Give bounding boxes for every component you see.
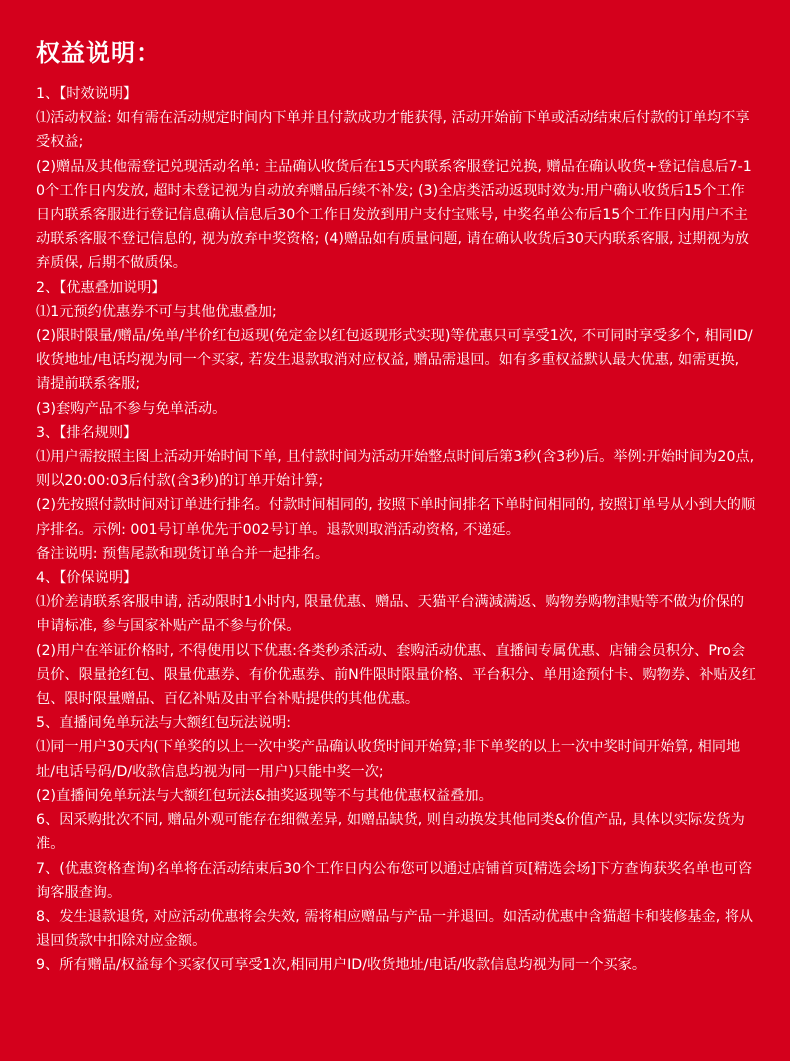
rules-content [36, 82, 756, 978]
page-title: 权益说明： [36, 39, 161, 67]
rule-line: 7、(优惠资格查询)名单将在活动结束后30个工作日内公布您可以通过店铺首页[精选会场]下方查询获奖名单也可咨询客服查询。 [36, 860, 753, 901]
rule-line: 8、发生退款退货, 对应活动优惠将会失效, 需将相应赠品与产品一并退回。如活动优惠中含猫超卡和装修基金, 将从退回货款中扣除对应金额。 [36, 908, 754, 950]
rule-line: (2)限时限量/赠品/免单/半价红包返现(免定金以红包返现形式实现)等优惠只可享受1次, 不可同时享受多个, 相同ID/收货地址/电话均视为同一个买家, 若发生退款取消对应权益, 赠品需退回。如有多重权益默认最大优惠, 如需更换, 请提前联系客服; [36, 328, 753, 393]
rule-line: 5、直播间免单玩法与大额红包玩法说明: [36, 715, 291, 732]
rule-line: 6、因采购批次不同, 赠品外观可能存在细微差异, 如赠品缺货, 则自动换发其他同类&价值产品, 具体以实际发货为准。 [36, 812, 745, 853]
rule-line: (3)套购产品不参与免单活动。 [36, 400, 227, 417]
rule-line: 9、所有赠品/权益每个买家仅可享受1次,相同用户ID/收货地址/电话/收款信息均视为同一个买家。 [36, 957, 647, 974]
rule-line: ⑴同一用户30天内(下单奖的以上一次中奖产品确认收货时间开始算;非下单奖的以上一次中奖时间开始算, 相同地址/电话号码/D/收款信息均视为同一用户)只能中奖一次; [36, 739, 741, 780]
rule-line: (2)赠品及其他需登记兑现活动名单: 主品确认收货后在15天内联系客服登记兑换, 赠品在确认收货+登记信息后7-10个工作日内发放, 超时未登记视为自动放弃赠品后续不补发; (3)全店类活动返现时效为:用户确认收货后15个工作日内联系客服进行登记信息确认信息后30个工作日发放到用户支付宝账号, 中奖名单公布后15个工作日内用户不主动联系客服不登记信息的, 视为放弃中奖资格; (4)赠品如有质量问题, 请在确认收货后30天内联系客服, 过期视为放弃质保, 后期不做质保。 [36, 158, 752, 272]
rule-line: ⑴用户需按照主图上活动开始时间下单, 且付款时间为活动开始整点时间后第3秒(含3秒)后。举例:开始时间为20点, 则以20:00:03后付款(含3秒)的订单开始计算; [36, 449, 755, 490]
rule-line: ⑴1元预约优惠券不可与其他优惠叠加; [36, 303, 277, 320]
rule-line: (2)用户在举证价格时, 不得使用以下优惠:各类秒杀活动、套购活动优惠、直播间专属优惠、店铺会员积分、Pro会员价、限量抢红包、限量优惠券、有价优惠券、前N件限时限量价格、平台积分、单用途预付卡、购物券、补贴及红包、限时限量赠品、百亿补贴及由平台补贴提供的其他优惠。 [36, 642, 756, 708]
rule-line: (2)先按照付款时间对订单进行排名。付款时间相同的, 按照下单时间排名下单时间相同的, 按照订单号从小到大的顺序排名。示例: 001号订单优先于002号订单。退款则取消活动资格, 不递延。 [36, 497, 756, 538]
rule-line: ⑴价差请联系客服申请, 活动限时1小时内, 限量优惠、赠品、天猫平台满減满返、购物券购物津贴等不做为价保的申请标准, 参与国家补贴产品不参与价保。 [36, 594, 745, 635]
rule-line: 2、【优惠叠加说明】 [36, 279, 166, 296]
rule-line: 1、【时效说明】 [36, 86, 138, 102]
rule-line: 3、【排名规则】 [36, 424, 138, 441]
rule-line: 备注说明: 预售尾款和现货订单合并一起排名。 [36, 545, 330, 562]
rule-line: 4、【价保说明】 [36, 570, 138, 587]
rule-line: ⑴活动权益: 如有需在活动规定时间内下单并且付款成功才能获得, 活动开始前下单或活动结束后付款的订单均不享受权益; [36, 110, 750, 151]
rule-line: (2)直播间免单玩法与大额红包玩法&抽奖返现等不与其他优惠权益叠加。 [36, 787, 493, 804]
